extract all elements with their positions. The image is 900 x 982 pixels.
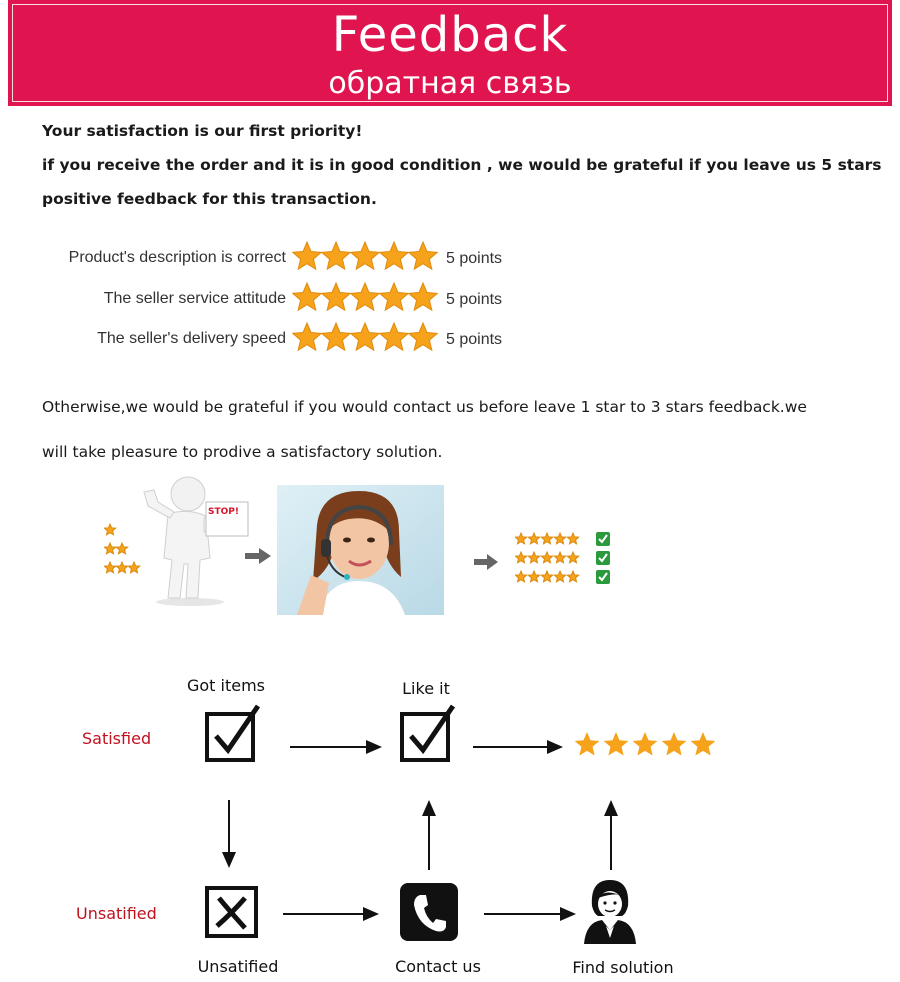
intro-line-2: if you receive the order and it is in good condition , we would be grateful if you leave us 5 stars bbox=[42, 156, 882, 174]
stop-sign-text: STOP! bbox=[208, 507, 239, 517]
five-star-results-icon bbox=[515, 530, 585, 586]
five-stars-icon bbox=[574, 730, 718, 760]
phone-icon bbox=[400, 883, 458, 941]
arrow-right-icon bbox=[245, 547, 271, 565]
got-items-label: Got items bbox=[186, 676, 266, 695]
star-icon bbox=[541, 533, 552, 544]
stop-person-icon bbox=[140, 472, 250, 607]
rating-points-service: 5 points bbox=[446, 291, 503, 308]
star-icon bbox=[380, 323, 409, 350]
star-icon bbox=[351, 242, 380, 269]
arrow-right-icon bbox=[474, 554, 498, 570]
star-icon bbox=[567, 533, 578, 544]
support-person-icon bbox=[582, 876, 638, 944]
rating-label-delivery: The seller's delivery speed bbox=[97, 330, 286, 347]
rating-stars-description bbox=[292, 240, 442, 274]
star-icon bbox=[515, 571, 526, 582]
intro-line-1: Your satisfaction is our first priority! bbox=[42, 122, 363, 140]
star-icon bbox=[104, 543, 115, 554]
star-icon bbox=[293, 323, 322, 350]
rating-label-service: The seller service attitude bbox=[103, 290, 286, 307]
star-icon bbox=[409, 283, 438, 310]
rating-points-description: 5 points bbox=[446, 250, 503, 267]
star-icon bbox=[322, 242, 351, 269]
check-marks-icon bbox=[596, 532, 610, 586]
star-icon bbox=[293, 283, 322, 310]
star-icon bbox=[528, 533, 539, 544]
rating-label-description: Product's description is correct bbox=[68, 249, 286, 266]
star-icon bbox=[528, 552, 539, 563]
otherwise-line-2: will take pleasure to prodive a satisfactory solution. bbox=[42, 443, 443, 461]
arrow-up-icon bbox=[603, 800, 619, 870]
star-icon bbox=[116, 543, 127, 554]
star-icon bbox=[515, 533, 526, 544]
intro-line-3: positive feedback for this transaction. bbox=[42, 190, 377, 208]
like-it-label: Like it bbox=[402, 679, 450, 698]
star-icon bbox=[380, 283, 409, 310]
arrow-right-icon bbox=[283, 906, 379, 922]
star-icon bbox=[104, 524, 115, 535]
star-icon bbox=[293, 242, 322, 269]
star-icon bbox=[541, 571, 552, 582]
star-icon bbox=[554, 552, 565, 563]
otherwise-line-1: Otherwise,we would be grateful if you would contact us before leave 1 star to 3 stars feedback.we bbox=[42, 398, 807, 416]
rating-points-delivery: 5 points bbox=[446, 331, 503, 348]
star-icon bbox=[567, 552, 578, 563]
star-icon bbox=[351, 283, 380, 310]
arrow-up-icon bbox=[421, 800, 437, 870]
arrow-down-icon bbox=[221, 800, 237, 868]
arrow-right-icon bbox=[484, 906, 576, 922]
page-subtitle: обратная связь bbox=[328, 66, 572, 101]
star-icon bbox=[567, 571, 578, 582]
star-icon bbox=[554, 533, 565, 544]
find-solution-label: Find solution bbox=[572, 958, 674, 977]
star-icon bbox=[380, 242, 409, 269]
star-icon bbox=[128, 562, 139, 573]
unsatisfied-state-label: Unsatified bbox=[76, 904, 157, 923]
star-icon bbox=[409, 323, 438, 350]
star-icon bbox=[351, 323, 380, 350]
star-icon bbox=[604, 732, 629, 756]
star-icon bbox=[554, 571, 565, 582]
unsatisfied-label: Unsatified bbox=[197, 957, 279, 976]
star-icon bbox=[541, 552, 552, 563]
checkmark-icon bbox=[399, 700, 457, 762]
checkmark-icon bbox=[204, 700, 262, 762]
rating-stars-delivery bbox=[292, 321, 442, 355]
star-icon bbox=[633, 732, 658, 756]
support-agent-photo bbox=[277, 485, 444, 615]
star-icon bbox=[409, 242, 438, 269]
arrow-right-icon bbox=[473, 739, 563, 755]
star-icon bbox=[322, 283, 351, 310]
contact-us-label: Contact us bbox=[395, 957, 481, 976]
x-mark-icon bbox=[205, 886, 258, 938]
satisfied-label: Satisfied bbox=[82, 729, 152, 748]
star-icon bbox=[104, 562, 115, 573]
page-title: Feedback bbox=[331, 7, 569, 63]
arrow-right-icon bbox=[290, 739, 382, 755]
star-icon bbox=[116, 562, 127, 573]
star-icon bbox=[528, 571, 539, 582]
star-icon bbox=[322, 323, 351, 350]
star-icon bbox=[691, 732, 716, 756]
star-icon bbox=[662, 732, 687, 756]
star-icon bbox=[515, 552, 526, 563]
star-icon bbox=[575, 732, 600, 756]
rating-stars-service bbox=[292, 281, 442, 315]
